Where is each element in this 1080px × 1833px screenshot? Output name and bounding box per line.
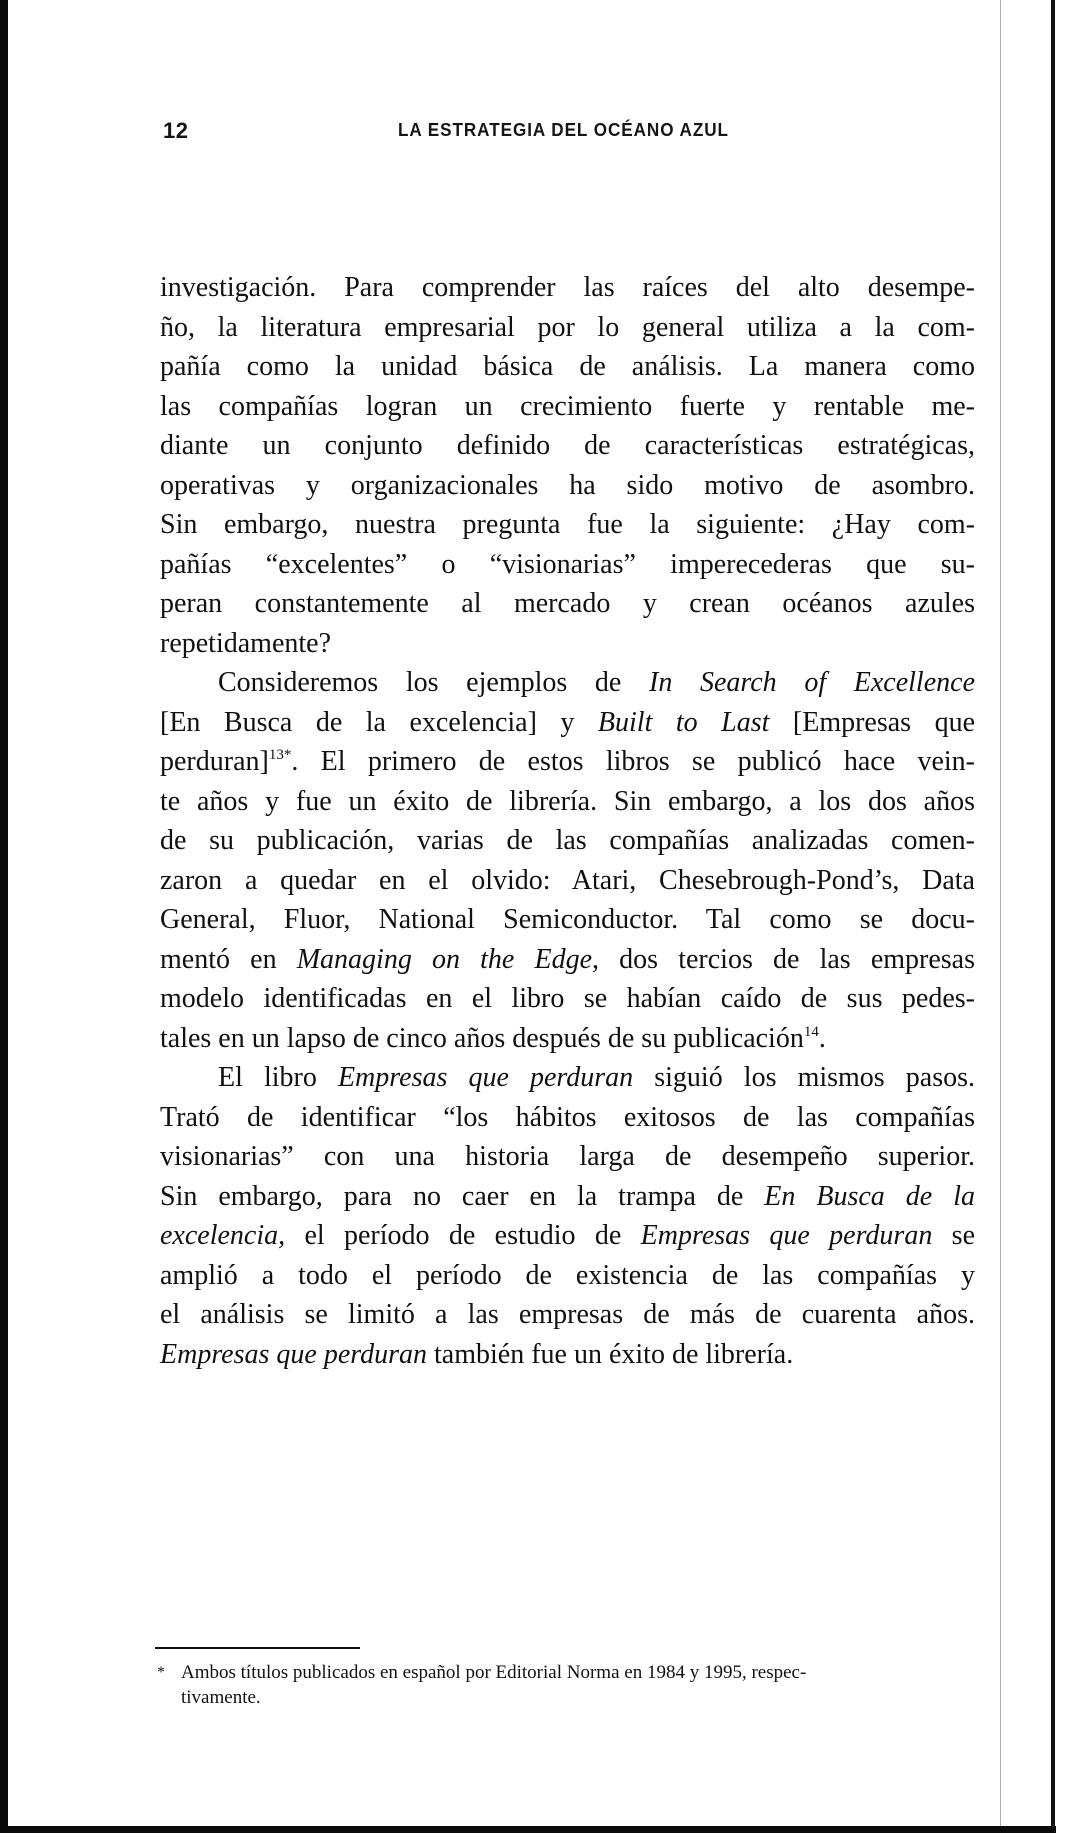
text-line: peran constantemente al mercado y crean océanos azules [160, 588, 975, 619]
italic-title: excelencia, [160, 1220, 286, 1251]
text-segment: [Empresas que [769, 706, 975, 738]
text-segment: se [932, 1220, 976, 1251]
text-segment: el análisis se limitó a las empresas de más de cuarenta años. [160, 1299, 975, 1330]
text-line [160, 1058, 975, 1098]
text-segment: . [818, 1022, 826, 1054]
text-line [160, 663, 975, 703]
footnote-text-line2: tivamente. [181, 1687, 261, 1708]
footnote-reference: 13* [268, 747, 292, 763]
italic-title: Empresas que perduran [160, 1338, 428, 1370]
text-line [160, 1177, 975, 1217]
body-text [160, 268, 975, 1374]
text-segment: El libro [218, 1062, 338, 1093]
text-segment: también fue un éxito de librería. [427, 1338, 794, 1370]
text-segment: siguió los mismos pasos. [633, 1062, 976, 1093]
text-segment: amplió a todo el período de existencia de las compañías y [160, 1259, 975, 1291]
scan-artifact-line [1000, 0, 1001, 1826]
text-line [160, 1098, 975, 1138]
italic-title: Built to Last [597, 706, 770, 738]
paragraph-1 [160, 268, 975, 663]
text-segment: . El primero de estos libros se publicó hace vein- [291, 746, 975, 777]
running-head [160, 118, 975, 144]
text-segment: modelo identificadas en el libro se habían caído de sus pedes- [160, 983, 975, 1014]
text-segment: zaron a quedar en el olvido: Atari, Chesebrough-Pond’s, Data [160, 864, 975, 896]
text-line [160, 821, 975, 861]
text-segment: Consideremos los ejemplos de [218, 667, 649, 698]
text-segment: visionarias” con una historia larga de desempeño superior. [160, 1141, 975, 1172]
text-line: repetidamente? [160, 627, 332, 659]
text-segment: dos tercios de las empresas [599, 943, 975, 975]
italic-title: In Search of Excellence [649, 667, 975, 698]
footnote-marker: * [157, 1664, 165, 1681]
text-line: investigación. Para comprender las raíces del alto desempe- [160, 272, 975, 303]
text-segment: mentó en [160, 943, 297, 975]
text-line: Sin embargo, nuestra pregunta fue la siguiente: ¿Hay com- [160, 509, 975, 540]
text-line [160, 1216, 975, 1256]
text-line [160, 742, 975, 782]
italic-title: En Busca de la [764, 1180, 975, 1212]
footnote-reference: 14 [803, 1023, 819, 1040]
text-line: ño, la literatura empresarial por lo general utiliza a la com- [160, 311, 975, 343]
text-segment: perduran] [160, 746, 269, 777]
footnote [157, 1660, 972, 1710]
text-segment: [En Busca de la excelencia] y [160, 706, 598, 738]
page-number: 12 [163, 118, 189, 143]
footnote-rule [155, 1647, 360, 1649]
scan-border-left [0, 0, 8, 1833]
text-line [160, 703, 975, 743]
scan-border-right [1051, 0, 1055, 1833]
text-line: pañías “excelentes” o “visionarias” imperecederas que su- [160, 548, 975, 580]
italic-title: Empresas que perduran [337, 1062, 634, 1093]
text-segment: General, Fluor, National Semiconductor. Tal como se docu- [160, 904, 975, 935]
text-segment: el período de estudio de [285, 1220, 641, 1251]
text-line [160, 979, 975, 1019]
scan-border-bottom [0, 1826, 1056, 1833]
text-segment: de su publicación, varias de las compañías analizadas comen- [160, 825, 975, 856]
text-line [160, 940, 975, 980]
text-line [160, 1019, 975, 1059]
book-title: LA ESTRATEGIA DEL OCÉANO AZUL [398, 120, 729, 140]
text-line [160, 861, 975, 901]
text-line [160, 900, 975, 940]
paragraph-2 [160, 663, 975, 1058]
text-segment: Sin embargo, para no caer en la trampa de [160, 1180, 765, 1212]
text-line [160, 782, 975, 822]
text-line [160, 1137, 975, 1177]
italic-title: Empresas que perduran [640, 1220, 933, 1251]
text-line: operativas y organizacionales ha sido motivo de asombro. [160, 469, 975, 501]
text-segment: tales en un lapso de cinco años después de su publicación [160, 1022, 804, 1054]
text-line: las compañías logran un crecimiento fuerte y rentable me- [160, 390, 975, 422]
paragraph-3 [160, 1058, 975, 1374]
text-line: pañía como la unidad básica de análisis. La manera como [160, 351, 975, 382]
text-line [160, 1256, 975, 1296]
text-line [160, 1335, 975, 1375]
text-line: diante un conjunto definido de características estratégicas, [160, 430, 975, 461]
italic-title: Managing on the Edge, [296, 943, 600, 975]
text-segment: te años y fue un éxito de librería. Sin embargo, a los dos años [160, 785, 975, 817]
text-segment: Trató de identificar “los hábitos exitosos de las compañías [160, 1101, 975, 1133]
footnote-text: Ambos títulos publicados en español por Editorial Norma en 1984 y 1995, respec- [181, 1662, 807, 1683]
text-line [160, 1295, 975, 1335]
